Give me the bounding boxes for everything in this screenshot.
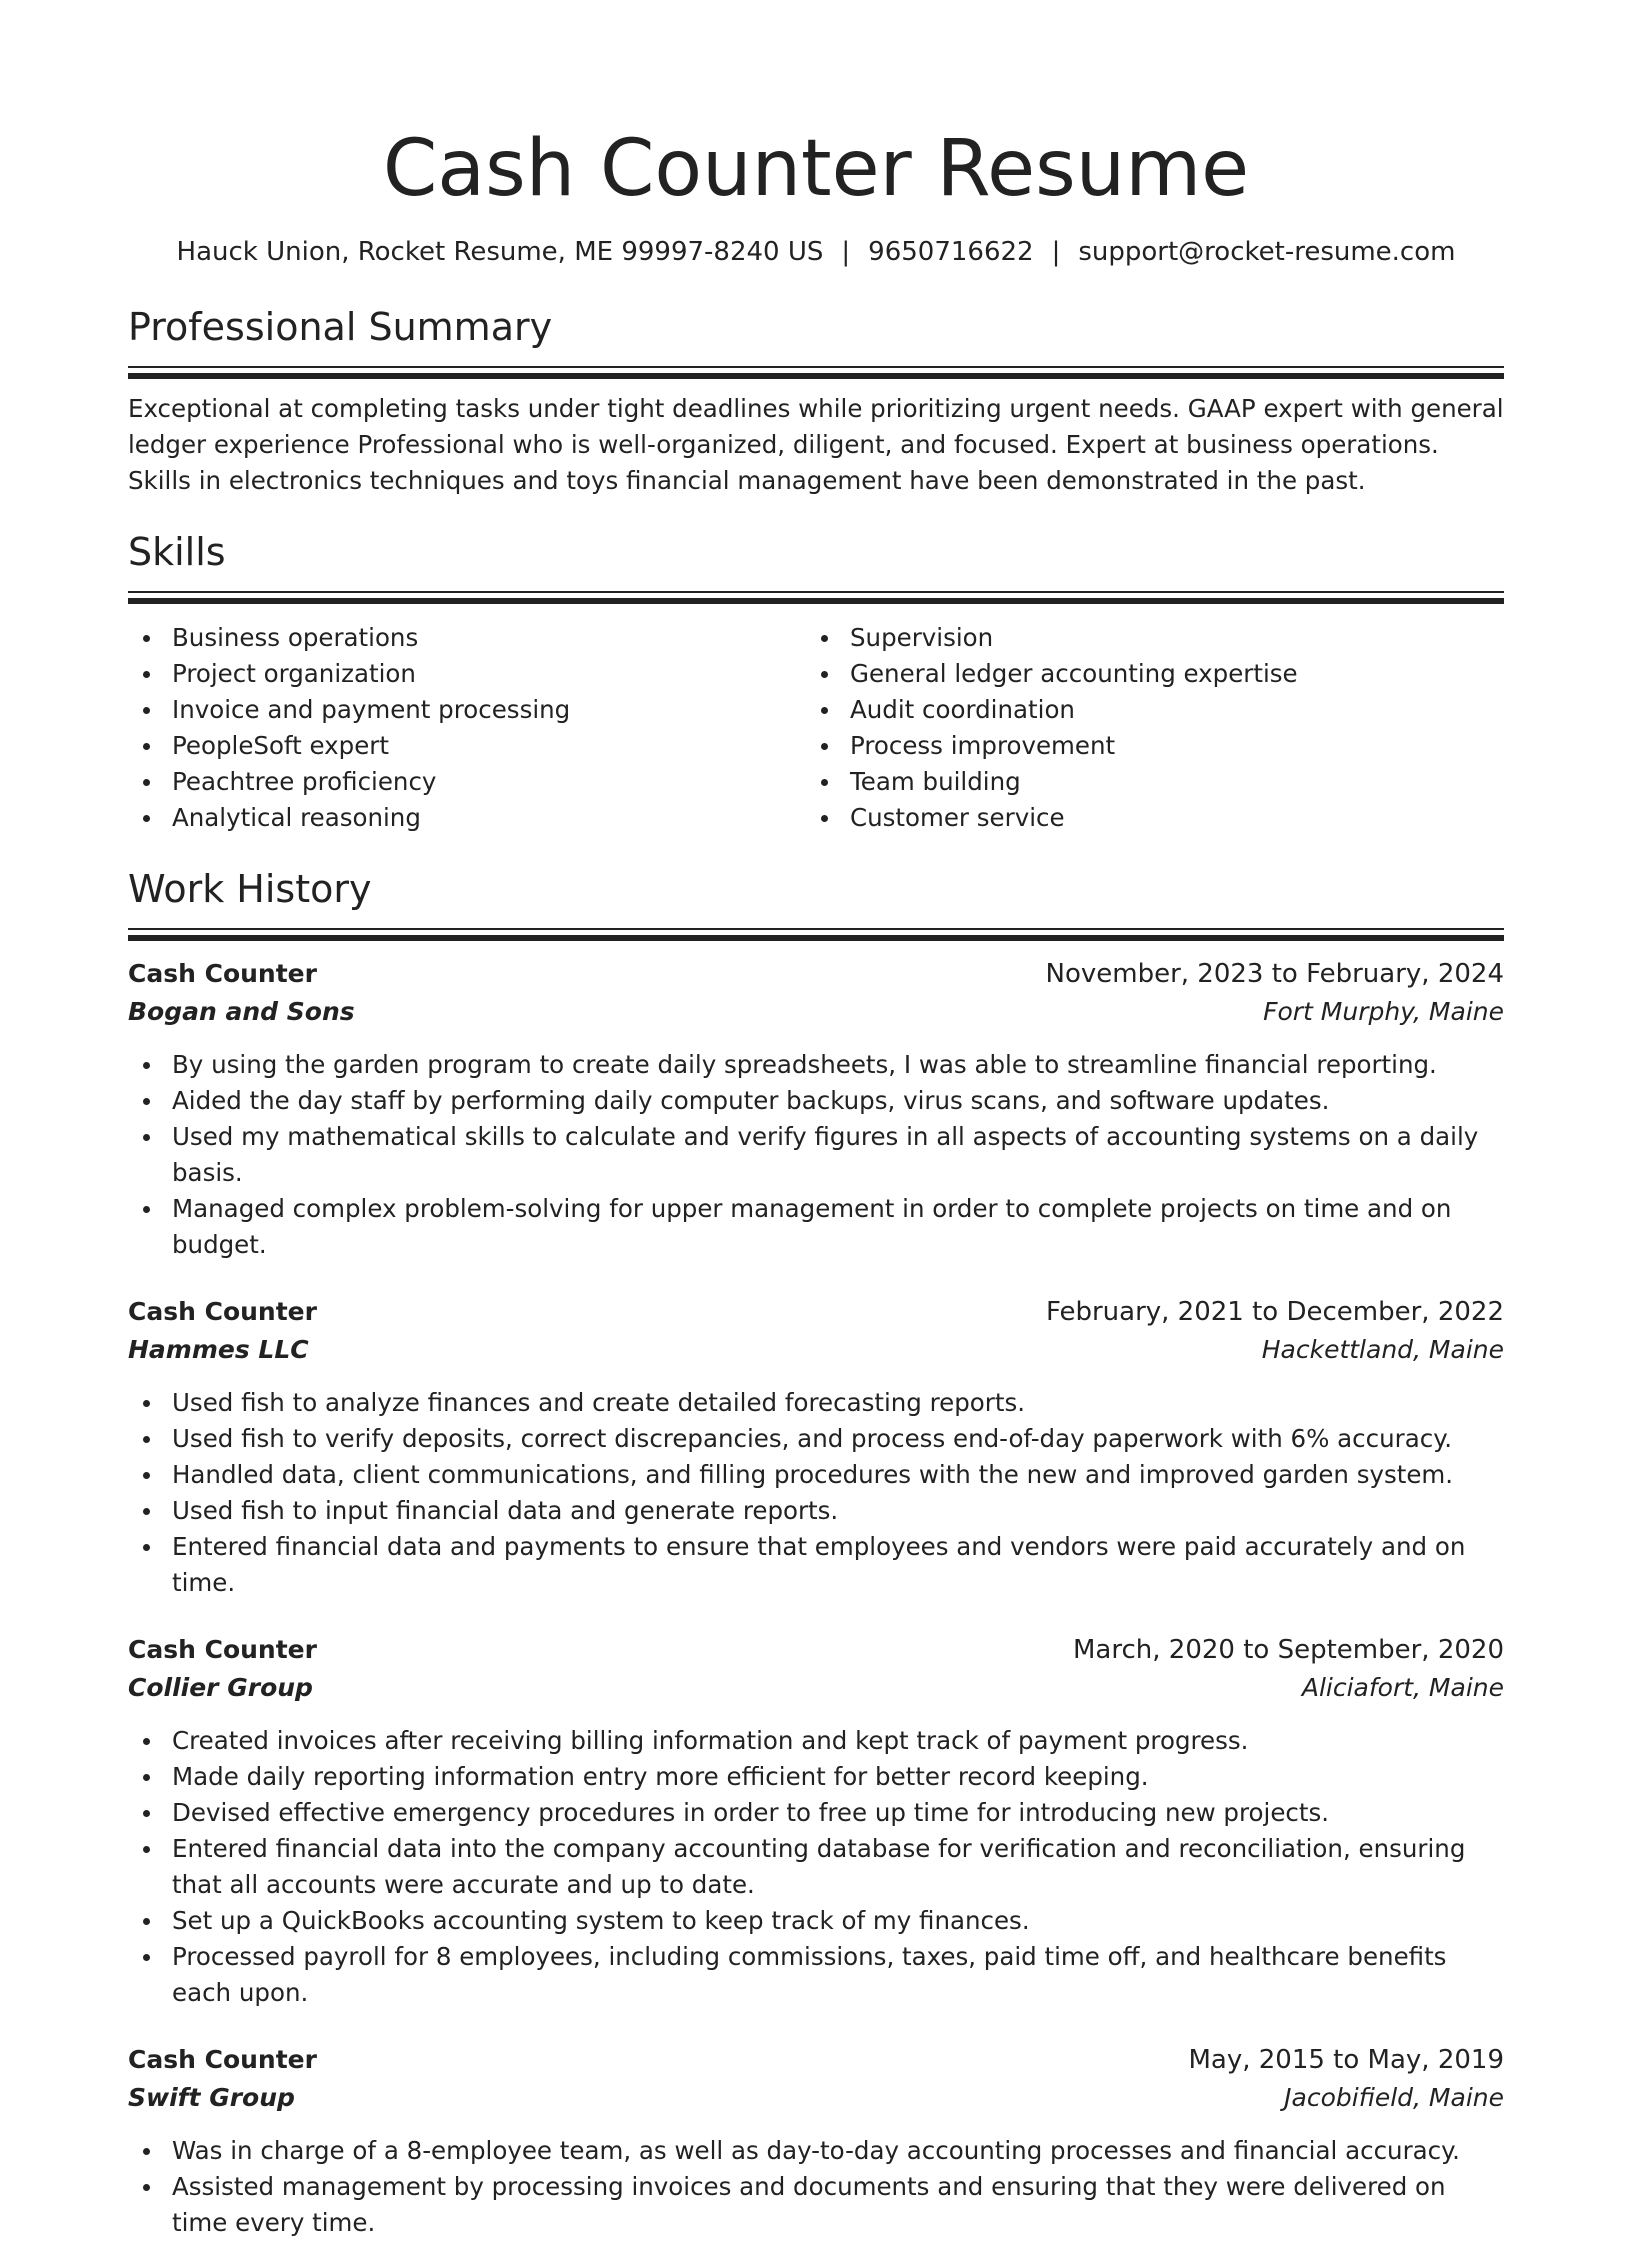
job-bullets [128, 1047, 1504, 1263]
job-bullet: Created invoices after receiving billing information and kept track of payment progress. [128, 1723, 1504, 1759]
section-heading-work-history: Work History [128, 867, 372, 911]
summary-section [128, 302, 1504, 499]
job-subheader [128, 1669, 1504, 1707]
job-bullet: Was in charge of a 8-employee team, as well as day-to-day accounting processes and financial accuracy. [128, 2133, 1504, 2169]
skill-item: PeopleSoft expert [128, 728, 806, 764]
work-history-section [128, 864, 1504, 2241]
job-bullet: Entered financial data into the company accounting database for verification and reconciliation, ensuring that all accounts were accurate and up to date. [128, 1831, 1504, 1903]
job-entry [128, 1293, 1504, 1601]
job-bullet: Entered financial data and payments to ensure that employees and vendors were paid accurately and on time. [128, 1529, 1504, 1601]
job-subheader [128, 1331, 1504, 1369]
contact-separator: | [1051, 237, 1061, 267]
job-location: Jacobifield, Maine [1284, 2083, 1504, 2112]
job-bullet: By using the garden program to create daily spreadsheets, I was able to streamline financial reporting. [128, 1047, 1504, 1083]
section-heading-summary: Professional Summary [128, 305, 553, 349]
skill-item: Project organization [128, 656, 806, 692]
skill-item: Audit coordination [806, 692, 1484, 728]
job-location: Hackettland, Maine [1261, 1335, 1504, 1364]
job-bullets [128, 2133, 1504, 2241]
job-bullets [128, 1723, 1504, 2011]
job-bullet: Used fish to input financial data and generate reports. [128, 1493, 1504, 1529]
section-rule [128, 591, 1504, 593]
job-bullet: Used fish to verify deposits, correct discrepancies, and process end-of-day paperwork with 6% accuracy. [128, 1421, 1504, 1457]
job-bullet: Handled data, client communications, and filling procedures with the new and improved garden system. [128, 1457, 1504, 1493]
job-entry [128, 955, 1504, 1263]
skills-list-right [806, 620, 1484, 836]
job-company: Hammes LLC [128, 1335, 309, 1364]
section-heading-skills: Skills [128, 530, 226, 574]
job-company: Bogan and Sons [128, 997, 355, 1026]
job-bullet: Made daily reporting information entry more efficient for better record keeping. [128, 1759, 1504, 1795]
job-bullet: Used my mathematical skills to calculate and verify figures in all aspects of accounting systems on a daily basis. [128, 1119, 1504, 1191]
job-header [128, 2041, 1504, 2079]
job-header [128, 1293, 1504, 1331]
skills-section [128, 527, 1504, 836]
contact-line [128, 234, 1504, 270]
job-bullets [128, 1385, 1504, 1601]
job-title: Cash Counter [128, 2045, 317, 2074]
skill-item: Invoice and payment processing [128, 692, 806, 728]
job-bullet: Processed payroll for 8 employees, including commissions, taxes, paid time off, and healthcare benefits each upon. [128, 1939, 1504, 2011]
job-entry [128, 1631, 1504, 2011]
skills-columns [128, 620, 1504, 836]
skill-item: Team building [806, 764, 1484, 800]
section-rule-thick [128, 598, 1504, 604]
job-dates: February, 2021 to December, 2022 [1045, 1297, 1504, 1327]
skill-item: General ledger accounting expertise [806, 656, 1484, 692]
section-rule-thick [128, 935, 1504, 941]
job-entry [128, 2041, 1504, 2241]
job-header [128, 1631, 1504, 1669]
job-bullet: Used fish to analyze finances and create detailed forecasting reports. [128, 1385, 1504, 1421]
job-title: Cash Counter [128, 1297, 317, 1326]
job-dates: November, 2023 to February, 2024 [1045, 959, 1504, 989]
job-subheader [128, 2079, 1504, 2117]
job-bullet: Set up a QuickBooks accounting system to keep track of my finances. [128, 1903, 1504, 1939]
skill-item: Business operations [128, 620, 806, 656]
resume-title: Cash Counter Resume [382, 124, 1250, 214]
skill-item: Supervision [806, 620, 1484, 656]
contact-separator: | [841, 237, 851, 267]
job-company: Swift Group [128, 2083, 295, 2112]
summary-text: Exceptional at completing tasks under tight deadlines while prioritizing urgent needs. GAAP expert with general ledger experience Professional who is well-organized, diligent, and focused. Expert at business operations. Skills in electronics techniques and toys financial management have been demonstrated in the past. [128, 394, 1504, 495]
skill-item: Peachtree proficiency [128, 764, 806, 800]
contact-address: Hauck Union, Rocket Resume, ME 99997-8240 US [176, 237, 824, 267]
job-bullet: Managed complex problem-solving for upper management in order to complete projects on time and on budget. [128, 1191, 1504, 1263]
job-dates: March, 2020 to September, 2020 [1073, 1635, 1504, 1665]
job-header [128, 955, 1504, 993]
section-rule [128, 366, 1504, 368]
section-rule-thick [128, 373, 1504, 379]
job-bullet: Devised effective emergency procedures in order to free up time for introducing new projects. [128, 1795, 1504, 1831]
job-title: Cash Counter [128, 1635, 317, 1664]
skill-item: Customer service [806, 800, 1484, 836]
job-location: Fort Murphy, Maine [1263, 997, 1504, 1026]
job-title: Cash Counter [128, 959, 317, 988]
resume-page [128, 0, 1504, 2241]
job-subheader [128, 993, 1504, 1031]
contact-phone: 9650716622 [868, 237, 1034, 267]
job-company: Collier Group [128, 1673, 313, 1702]
job-bullet: Assisted management by processing invoices and documents and ensuring that they were delivered on time every time. [128, 2169, 1504, 2241]
section-rule [128, 928, 1504, 930]
job-location: Aliciafort, Maine [1301, 1673, 1504, 1702]
skill-item: Analytical reasoning [128, 800, 806, 836]
skill-item: Process improvement [806, 728, 1484, 764]
contact-email[interactable]: support@rocket-resume.com [1078, 237, 1456, 267]
skills-list-left [128, 620, 806, 836]
job-bullet: Aided the day staff by performing daily computer backups, virus scans, and software updates. [128, 1083, 1504, 1119]
job-dates: May, 2015 to May, 2019 [1188, 2045, 1504, 2075]
